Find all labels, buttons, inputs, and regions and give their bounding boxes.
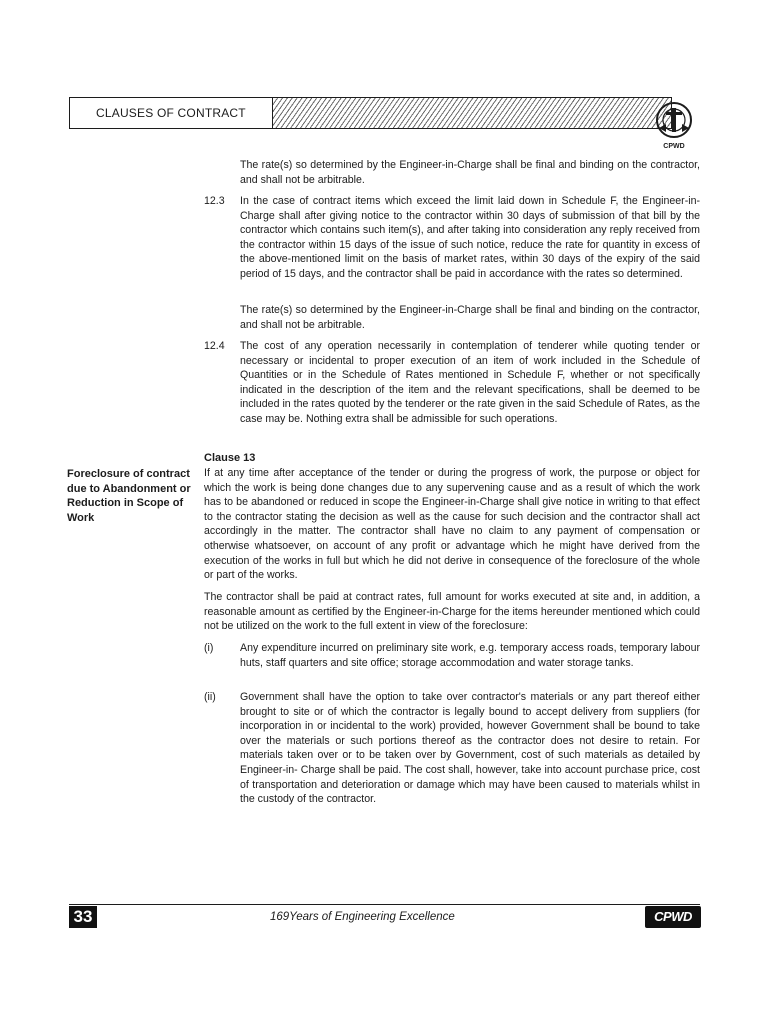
footer-tagline: 169Years of Engineering Excellence [270, 911, 455, 923]
clause-13-para-1: If at any time after acceptance of the tender or during the progress of work, the purpose or object for which the work is being done changes due to any supervening cause and as a result of which the work has to be abandoned or reduced in scope the Engineer-in-Charge shall give notice in writing to that effect to the contractor stating the decision as well as the cause for such decision and the contractor shall act accordingly in the matter. The contractor shall have no claim to any payment of compensation or otherwise whatsoever, on account of any profit or advantage which he might have derived from the execution of the works in full but which he did not derive in consequence of the foreclosure of the whole or part of the works. [204, 467, 700, 582]
cpwd-seal-icon [646, 98, 702, 154]
seal-text: CPWD [663, 143, 685, 150]
clause-13-para-2: The contractor shall be paid at contract rates, full amount for works executed at site and, in addition, a reasonable amount as certified by the Engineer-in-Charge for the items hereunder mentioned which could not be utilized on the work to the full extent in view of the foreclosure: [204, 591, 700, 633]
item-12-3-text: In the case of contract items which exceed the limit laid down in Schedule F, the Engineer-in-Charge shall after giving notice to the contractor within 30 days of submission of that bill by the contractor which contains such item(s), and after taking into consideration any reply received from the contractor within 15 days of the issue of such notice, reduce the rate for quantity in excess of the above-mentioned limit on the basis of market rates, within 30 days of the expiry of the said period of 15 days, and the contractor shall be paid in accordance with the rates so determined. [240, 195, 700, 280]
item-12-4-text: The cost of any operation necessarily in contemplation of tenderer while quoting tender or necessary or incidental to proper execution of an item of work included in the Schedule of Quantities or in the Schedule of Rates mentioned in Schedule F, whether or not specifically indicated in the description of the item and the relevant specifications, shall be deemed to be included in the rates quoted by the tenderer or the rate given in the said Schedule of Rates, as the case may be. Nothing extra shall be admissible for such operations. [240, 340, 700, 425]
item-12-3-followup: The rate(s) so determined by the Engineer-in-Charge shall be final and binding on the contractor, and shall not be arbitrable. [240, 304, 700, 331]
header-box [69, 97, 672, 129]
clause-13-title: Clause 13 [204, 452, 256, 464]
page-number: 33 [69, 906, 97, 928]
clause12-intro: The rate(s) so determined by the Engineer-in-Charge shall be final and binding on the contractor, and shall not be arbitrable. [240, 159, 700, 186]
item-12-4-number: 12.4 [204, 340, 225, 352]
item-i-text: Any expenditure incurred on preliminary site work, e.g. temporary access roads, temporary labour huts, staff quarters and site office; storage accommodation and water storage tanks. [240, 642, 700, 669]
clause-13-side-heading: Foreclosure of contract due to Abandonment or Reduction in Scope of Work [67, 468, 191, 524]
item-12-3-number: 12.3 [204, 195, 225, 207]
item-i-marker: (i) [204, 642, 214, 654]
cpwd-logo: CPWD [645, 906, 701, 928]
header-hatch-pattern [273, 98, 671, 128]
item-ii-text: Government shall have the option to take over contractor's materials or any part thereof either brought to site or of which the contractor is legally bound to accept delivery from suppliers (for incorporation in or incidental to the work) provided, however Government shall be bound to take over the materials or such portions thereof as the contractor does not desire to retain. For materials taken over or to be taken over by Government, cost of such materials as detailed by Engineer-in- Charge shall be paid. The cost shall, however, take into account purchase price, cost of transportation and deterioration or damage which may have been caused to materials whilst in the custody of the contractor. [240, 691, 700, 806]
header-title: CLAUSES OF CONTRACT [70, 98, 273, 128]
footer-divider [69, 904, 700, 905]
item-ii-marker: (ii) [204, 691, 216, 703]
